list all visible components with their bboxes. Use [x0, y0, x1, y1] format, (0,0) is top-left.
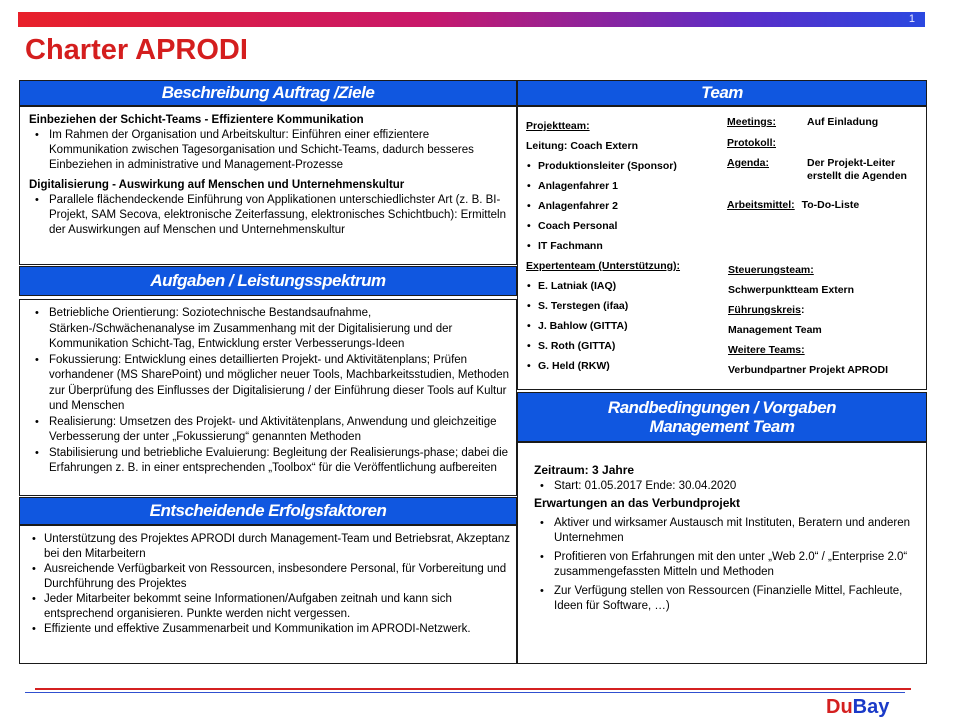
fuehrungskreis-value: Management Team — [728, 324, 822, 336]
team-header: Team — [517, 80, 927, 106]
team-lead: Leitung: Coach Extern — [526, 140, 639, 152]
weitere-teams-label: Weitere Teams: — [728, 344, 805, 356]
task-item: • Stabilisierung und betriebliche Evaluierung: Begleitung der Realisierungs-phase; dabei die Erfahrungen z. B. in einer entsprechenden „Toolbox“ für die Veröffentlichung aufbereiten — [29, 446, 510, 477]
team-member: • IT Fachmann — [526, 236, 726, 256]
success-item: • Effiziente und effektive Zusammenarbeit und Kommunikation im APRODI-Netzwerk. — [26, 622, 510, 637]
expectation-item: • Profitieren von Erfahrungen mit den unter „Web 2.0“ / „Enterprise 2.0“ zusammengefassten Mitteln und Methoden — [534, 550, 918, 580]
expertenteam-label: Expertenteam (Unterstützung): — [526, 260, 681, 272]
fuehrungskreis-label: Führungskreis — [728, 304, 801, 316]
team-left-column — [526, 116, 726, 376]
fuehrungskreis-colon: : — [800, 304, 805, 316]
task-item: • Betriebliche Orientierung: Soziotechnische Bestandsaufnahme, Stärken-/Schwächenanalyse im Zusammenhang mit der Digitalisierung und der Kommunikation Schicht-Tag, Entwicklung erster Verbesserungs-Ideen — [29, 306, 510, 353]
success-item: • Ausreichende Verfügbarkeit von Ressourcen, insbesondere Personal, für Vorbereitung und Durchführung des Projektes — [26, 562, 510, 592]
description-bullet-1: • Im Rahmen der Organisation und Arbeitskultur: Einführen einer effizientere Kommunikation zwischen Tagesorganisation und Schicht-Teams, dadurch besseres Einbeziehen in administrative und Management-Prozesse — [29, 128, 510, 173]
meetings-value: Auf Einladung — [807, 116, 879, 128]
description-bullet-2: • Parallele flächendeckende Einführung von Applikationen unterschiedlichster Art (z. B. BI-Projekt, SAM Secova, elektronische Zeiterfassung, elektronisches Schichtbuch): Ermitteln der Auswirkungen auf Menschen und Unternehmenskultur — [29, 193, 510, 238]
description-box — [19, 106, 517, 265]
expectation-item: • Zur Verfügung stellen von Ressourcen (Finanzielle Mittel, Fachleute, Ideen für Software, …) — [534, 584, 918, 614]
success-header: Entscheidende Erfolgsfaktoren — [19, 497, 517, 525]
meetings-label: Meetings: — [727, 116, 777, 128]
logo-part-2: Bay — [852, 696, 890, 718]
projektteam-label: Projektteam: — [526, 120, 590, 132]
team-right-column — [727, 116, 923, 380]
task-item: • Fokussierung: Entwicklung eines detaillierten Projekt- und Aktivitätenplans; Prüfen vorhandener (MS SharePoint) und möglicher neuer Tools, Machbarkeitsstudien, Methoden zur Überprüfung des Einflusses der Digitalisierung / der Einführung dieser Tools auf Kultur und Menschen — [29, 353, 510, 415]
zeitraum: Zeitraum: 3 Jahre — [534, 463, 635, 477]
description-heading-1: Einbeziehen der Schicht-Teams - Effizientere Kommunikation — [29, 114, 364, 126]
protokoll-label: Protokoll: — [727, 137, 776, 149]
description-heading-2: Digitalisierung - Auswirkung auf Menschen und Unternehmenskultur — [29, 179, 405, 191]
team-member: • Produktionsleiter (Sponsor) — [526, 156, 726, 176]
agenda-label: Agenda: — [727, 157, 769, 169]
tasks-box — [19, 299, 517, 496]
expectation-item: • Aktiver und wirksamer Austausch mit Instituten, Beratern und anderen Unternehmen — [534, 516, 918, 546]
steuerungsteam-value: Schwerpunktteam Extern — [728, 284, 855, 296]
conditions-header-line-2: Management Team — [649, 417, 795, 436]
success-item: • Jeder Mitarbeiter bekommt seine Informationen/Aufgaben zeitnah und kann sich entsprechend organisieren. Punkte werden nicht vergessen. — [26, 592, 510, 622]
dubay-logo — [826, 696, 889, 718]
steuerungsteam-label: Steuerungsteam: — [728, 264, 814, 276]
weitere-teams-value: Verbundpartner Projekt APRODI — [728, 364, 889, 376]
footer-line-red — [35, 688, 911, 690]
expert: • S. Terstegen (ifaa) — [526, 296, 726, 316]
tasks-header: Aufgaben / Leistungsspektrum — [19, 266, 517, 296]
top-gradient-bar — [18, 12, 925, 27]
description-header: Beschreibung Auftrag /Ziele — [19, 80, 517, 106]
agenda-value: Der Projekt-Leiter erstellt die Agenden — [807, 157, 907, 182]
logo-part-1: Du — [826, 696, 853, 718]
footer-line-blue — [25, 692, 905, 693]
task-item: • Realisierung: Umsetzen des Projekt- und Aktivitätenplans, Anwendung und gleichzeitige Verbesserung der unter „Fokussierung“ genannten Methoden — [29, 415, 510, 446]
success-item: • Unterstützung des Projektes APRODI durch Management-Team und Betriebsrat, Akzeptanz bei den Mitarbeitern — [26, 532, 510, 562]
page-number: 1 — [908, 13, 915, 25]
team-box — [517, 106, 927, 390]
arbeitsmittel-label: Arbeitsmittel: — [727, 199, 795, 211]
page-title: Charter APRODI — [25, 34, 248, 66]
expert: • E. Latniak (IAQ) — [526, 276, 726, 296]
zeitraum-detail: • Start: 01.05.2017 Ende: 30.04.2020 — [534, 478, 918, 495]
expert: • J. Bahlow (GITTA) — [526, 316, 726, 336]
expert: • S. Roth (GITTA) — [526, 336, 726, 356]
conditions-header — [517, 392, 927, 442]
team-member: • Coach Personal — [526, 216, 726, 236]
expert: • G. Held (RKW) — [526, 356, 726, 376]
success-box — [19, 525, 517, 664]
erwartungen-heading: Erwartungen an das Verbundprojekt — [534, 496, 741, 510]
conditions-box — [517, 442, 927, 664]
team-member: • Anlagenfahrer 2 — [526, 196, 726, 216]
team-member: • Anlagenfahrer 1 — [526, 176, 726, 196]
arbeitsmittel-value: To-Do-Liste — [801, 199, 860, 211]
conditions-header-line-1: Randbedingungen / Vorgaben — [607, 398, 837, 417]
